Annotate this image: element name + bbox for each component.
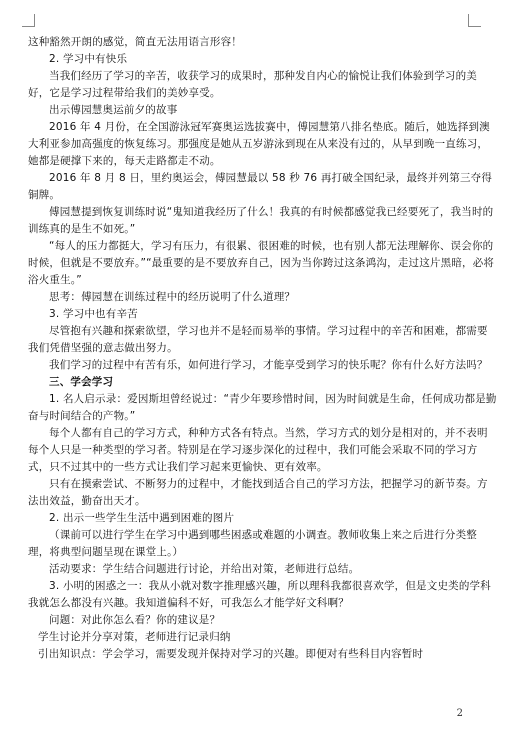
paragraph: 3. 小明的困惑之一：我从小就对数字推理感兴趣，所以理科我都很喜欢学，但是文史类的学科我就怎么都没有兴趣。我知道偏科不好，可我怎么才能学好文科啊？	[28, 580, 491, 609]
paragraph: 2. 出示一些学生生活中遇到困难的图片	[49, 512, 235, 524]
chapter-heading: 三、学会学习	[49, 376, 114, 388]
paragraph: 学生讨论并分享对策，老师进行记录归纳	[38, 631, 231, 643]
paragraph: 2016 年 8 月 8 日，里约奥运会，傅园慧最以 58 秒 76 再打破全国纪录，最终并列第三夺得铜牌。	[28, 172, 493, 201]
page-number: 2	[456, 708, 463, 719]
paragraph: 只有在摸索尝试、不断努力的过程中，才能找到适合自己的学习方法，把握学习的新节奏。方法出效益，勤奋出天才。	[28, 478, 488, 507]
paragraph: （课前可以进行学生在学习中遇到哪些困惑或难题的小调查。教师收集上来之后进行分类整理，将典型问题呈现在课堂上。）	[28, 529, 477, 558]
paragraph: 思考：傅园慧在训练过程中的经历说明了什么道理？	[49, 291, 296, 303]
paragraph: 当我们经历了学习的辛苦，收获学习的成果时，那种发自内心的愉悦让我们体验到学习的美好，它是学习过程带给我们的美妙享受。	[28, 70, 477, 99]
margin-corner-mark	[22, 14, 35, 27]
section-heading: 2. 学习中有快乐	[49, 53, 128, 65]
paragraph: 问题：对此你怎么看？你的建议是？	[49, 614, 221, 626]
paragraph: 我们学习的过程中有苦有乐，如何进行学习，才能享受到学习的快乐呢？你有什么好方法吗？	[49, 359, 488, 371]
paragraph: 这种豁然开朗的感觉，简直无法用语言形容！	[28, 36, 242, 48]
paragraph: 2016 年 4 月份，在全国游泳冠军赛奥运选拔赛中，傅园慧第八排名垫底。随后，她选择到澳大利亚参加高强度的恢复练习。那强度是她从五岁游泳到现在从来没有过的，从早到晚一直练习，她都是硬撑下来的，每天走路都走不动。	[28, 121, 490, 167]
paragraph: 每个人都有自己的学习方式，种种方式各有特点。当然，学习方式的划分是相对的，并不表明每个人只是一种类型的学习者。特别是在学习逐步深化的过程中，我们可能会采取不同的学习方式，只不过其中的一些方式让我们学习起来更愉快、更有效率。	[28, 427, 488, 473]
document-body	[28, 34, 498, 663]
paragraph: 1. 名人启示录：爱因斯坦曾经说过：“青少年要珍惜时间，因为时间就是生命，任何成功都是勤奋与时间结合的产物。”	[28, 393, 497, 422]
paragraph: 傅园慧提到恢复训练时说“鬼知道我经历了什么！我真的有时候都感觉我已经要死了，我当时的训练真的是生不如死。”	[28, 206, 494, 235]
paragraph: 出示傅园慧奥运前夕的故事	[49, 104, 178, 116]
paragraph: 活动要求：学生结合问题进行讨论，并给出对策，老师进行总结。	[49, 563, 360, 575]
paragraph: 尽管抱有兴趣和探索欲望，学习也并不是轻而易举的事情。学习过程中的辛苦和困难，都需要我们凭借坚强的意志做出努力。	[28, 325, 488, 354]
margin-corner-mark	[468, 14, 481, 27]
paragraph: “每人的压力都挺大，学习有压力，有很累、很困难的时候，也有别人都无法理解你、误会你的时候，但就是不要放弃。”“最重要的是不要放弃自己，因为当你跨过这条鸿沟，走过这片黑暗，必将浴火重生。”	[28, 240, 495, 286]
paragraph: 引出知识点：学会学习，需要发现并保持对学习的兴趣。即便对有些科目内容暂时	[38, 648, 424, 660]
section-heading: 3. 学习中也有辛苦	[49, 308, 138, 320]
